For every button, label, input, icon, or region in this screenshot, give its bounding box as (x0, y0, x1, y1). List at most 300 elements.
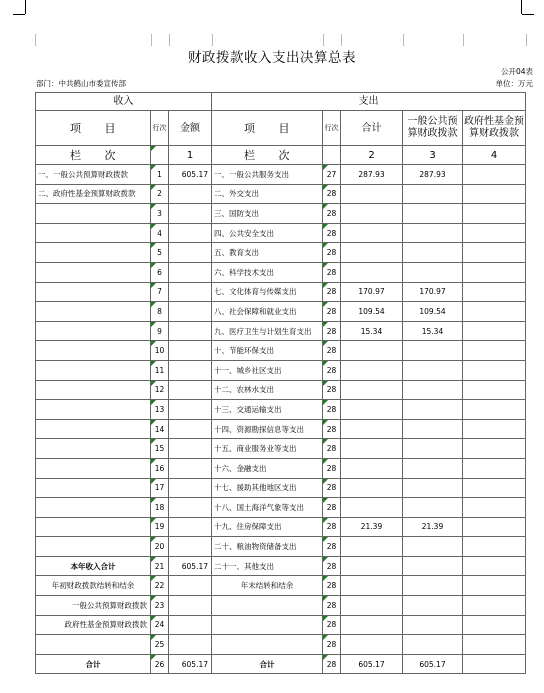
expense-line-cell-text: 28 (326, 424, 337, 434)
table-row (36, 576, 526, 596)
expense-line-cell-text: 28 (326, 581, 337, 591)
income-item-cell (36, 576, 151, 596)
expense-line-cell-text: 27 (326, 169, 337, 179)
expense-item-cell (212, 184, 323, 204)
expense-item-cell-text: 五、教育支出 (214, 248, 259, 258)
expense-general-cell (403, 165, 463, 185)
income-line-cell-text: 21 (154, 561, 165, 571)
expense-total-cell-text: 170.97 (358, 287, 385, 297)
income-line-cell (151, 262, 169, 282)
expense-total-cell (341, 204, 403, 224)
table-row (36, 302, 526, 322)
income-col-index-blank (151, 146, 169, 165)
cell-marker-icon (323, 361, 328, 366)
cell-marker-icon (151, 479, 156, 484)
income-item-cell (36, 282, 151, 302)
income-line-cell (151, 576, 169, 596)
cell-marker-icon (323, 479, 328, 484)
expense-line-cell-text: 28 (326, 444, 337, 454)
income-amount-cell (169, 243, 212, 263)
income-line-cell (151, 400, 169, 420)
income-line-cell (151, 498, 169, 518)
table-row (36, 615, 526, 635)
income-line-cell-text: 10 (154, 346, 165, 356)
expense-item-cell (212, 302, 323, 322)
income-line-cell (151, 419, 169, 439)
expense-general-cell (403, 596, 463, 616)
income-col-index-label: 栏 次 (36, 146, 151, 165)
cell-marker-icon (323, 498, 328, 503)
cell-marker-icon (323, 302, 328, 307)
expense-fund-cell (463, 654, 526, 674)
expense-fund-cell (463, 184, 526, 204)
table-row (36, 458, 526, 478)
expense-total-cell (341, 458, 403, 478)
expense-fund-cell (463, 165, 526, 185)
expense-line-cell-text: 28 (326, 620, 337, 630)
cell-marker-icon (323, 243, 328, 248)
income-item-cell (36, 635, 151, 655)
income-amount-cell (169, 615, 212, 635)
expense-fund-cell (463, 321, 526, 341)
income-item-cell (36, 204, 151, 224)
table-row (36, 556, 526, 576)
income-item-header: 项 目 (36, 111, 151, 146)
expense-line-cell-text: 28 (326, 561, 337, 571)
expense-general-cell-text: 287.93 (419, 169, 446, 179)
expense-fund-cell (463, 517, 526, 537)
expense-total-cell (341, 341, 403, 361)
income-line-cell-text: 25 (154, 640, 165, 650)
cell-marker-icon (151, 224, 156, 229)
income-amount-cell-text: 605.17 (181, 169, 208, 179)
expense-item-cell (212, 458, 323, 478)
income-line-cell-text: 12 (154, 385, 165, 395)
income-amount-cell (169, 517, 212, 537)
income-amount-cell (169, 360, 212, 380)
expense-item-cell (212, 165, 323, 185)
income-item-cell (36, 360, 151, 380)
income-item-cell (36, 380, 151, 400)
expense-general-cell (403, 262, 463, 282)
expense-col-index-label: 栏 次 (212, 146, 323, 165)
expense-general-cell (403, 302, 463, 322)
income-item-cell (36, 498, 151, 518)
cell-marker-icon (323, 576, 328, 581)
expense-item-cell-text: 十七、援助其他地区支出 (214, 483, 297, 493)
income-line-cell-text: 11 (154, 365, 165, 375)
expense-item-cell-text: 七、文化体育与传媒支出 (214, 287, 297, 297)
cell-marker-icon (151, 459, 156, 464)
expense-general-cell (403, 184, 463, 204)
expense-item-cell (212, 537, 323, 557)
table-row (36, 360, 526, 380)
income-amount-cell (169, 458, 212, 478)
expense-line-cell (323, 223, 341, 243)
cell-marker-icon (323, 283, 328, 288)
income-amount-cell-text: 605.17 (181, 561, 208, 571)
expense-item-cell-text: 合计 (259, 659, 275, 669)
cell-marker-icon (151, 655, 156, 660)
income-line-cell (151, 458, 169, 478)
expense-fund-cell (463, 537, 526, 557)
income-item-cell-text: 一、一般公共预算财政拨款 (38, 169, 128, 179)
income-amount-cell (169, 439, 212, 459)
expense-general-cell (403, 537, 463, 557)
col-index-4: 4 (463, 146, 526, 165)
expense-fund-cell (463, 262, 526, 282)
income-item-cell (36, 341, 151, 361)
expense-item-cell (212, 400, 323, 420)
cell-marker-icon (151, 165, 156, 170)
expense-item-cell-text: 十九、住房保障支出 (214, 522, 282, 532)
cell-marker-icon (323, 341, 328, 346)
expense-total-cell-text: 21.39 (360, 522, 383, 532)
expense-item-cell (212, 654, 323, 674)
expense-line-cell (323, 615, 341, 635)
income-amount-cell (169, 165, 212, 185)
expense-general-cell (403, 458, 463, 478)
income-amount-cell (169, 654, 212, 674)
crop-mark-left-vertical (25, 0, 26, 14)
expense-item-cell-text: 十六、金融支出 (214, 463, 267, 473)
expense-line-cell (323, 556, 341, 576)
cell-marker-icon (323, 420, 328, 425)
income-line-cell-text: 18 (154, 502, 165, 512)
expense-item-cell (212, 615, 323, 635)
expense-general-cell-text: 109.54 (419, 306, 446, 316)
cell-marker-icon (151, 616, 156, 621)
cell-marker-icon (323, 596, 328, 601)
cell-marker-icon (151, 400, 156, 405)
income-amount-cell (169, 498, 212, 518)
income-line-cell-text: 22 (154, 581, 165, 591)
expense-general-cell-text: 170.97 (419, 287, 446, 297)
income-amount-cell (169, 184, 212, 204)
income-amount-cell (169, 576, 212, 596)
expense-fund-cell (463, 439, 526, 459)
income-line-cell-text: 15 (154, 444, 165, 454)
income-line-cell (151, 282, 169, 302)
table-row (36, 439, 526, 459)
table-row (36, 243, 526, 263)
crop-mark-right-horizontal (522, 14, 534, 15)
expense-total-cell (341, 478, 403, 498)
expense-general-cell (403, 341, 463, 361)
expense-line-cell-text: 28 (326, 600, 337, 610)
column-index-row (36, 146, 526, 165)
expense-total-cell (341, 262, 403, 282)
income-line-cell-text: 24 (154, 620, 165, 630)
expense-general-cell-text: 15.34 (421, 326, 444, 336)
expense-item-cell-text: 十八、国土海洋气象等支出 (214, 502, 304, 512)
expense-item-cell (212, 223, 323, 243)
expense-fund-cell (463, 282, 526, 302)
expense-item-cell-text: 十一、城乡社区支出 (214, 365, 282, 375)
income-amount-cell (169, 282, 212, 302)
table-row (36, 204, 526, 224)
expense-item-cell (212, 498, 323, 518)
income-item-cell (36, 400, 151, 420)
expense-line-cell-text: 28 (326, 189, 337, 199)
income-amount-cell (169, 321, 212, 341)
table-row (36, 282, 526, 302)
expense-item-cell (212, 262, 323, 282)
expense-line-cell-text: 28 (326, 208, 337, 218)
income-item-cell (36, 439, 151, 459)
expense-line-cell (323, 498, 341, 518)
expense-item-cell (212, 576, 323, 596)
expense-total-cell (341, 400, 403, 420)
expense-line-cell-text: 28 (326, 522, 337, 532)
income-item-cell-text: 年初财政拨款结转和结余 (51, 581, 135, 591)
expense-line-cell (323, 517, 341, 537)
income-amount-header: 金额 (169, 111, 212, 146)
expense-item-cell (212, 596, 323, 616)
expense-item-cell (212, 556, 323, 576)
expense-line-cell (323, 654, 341, 674)
expense-line-cell (323, 204, 341, 224)
cell-marker-icon (151, 498, 156, 503)
income-line-cell-text: 3 (157, 208, 162, 218)
table-row (36, 165, 526, 185)
expense-total-cell (341, 517, 403, 537)
table-row (36, 517, 526, 537)
income-item-cell (36, 537, 151, 557)
expense-total-cell (341, 498, 403, 518)
income-line-cell-text: 7 (157, 287, 162, 297)
expense-line-cell-text: 28 (326, 483, 337, 493)
expense-total-cell (341, 596, 403, 616)
col-index-1: 1 (169, 146, 212, 165)
expense-fund-cell (463, 596, 526, 616)
income-amount-cell (169, 478, 212, 498)
unit-label: 单位：万元 (495, 79, 533, 88)
expense-item-cell (212, 243, 323, 263)
income-item-cell (36, 223, 151, 243)
expense-fund-cell (463, 204, 526, 224)
expense-general-cell (403, 380, 463, 400)
expense-total-cell (341, 380, 403, 400)
income-item-cell (36, 458, 151, 478)
cell-marker-icon (323, 459, 328, 464)
income-line-cell-text: 6 (157, 267, 162, 277)
cell-marker-icon (151, 361, 156, 366)
expense-total-cell (341, 654, 403, 674)
expense-item-cell-text: 二十一、其他支出 (214, 561, 274, 571)
expense-fund-cell (463, 360, 526, 380)
expense-line-cell-text: 28 (326, 248, 337, 258)
expense-line-cell (323, 282, 341, 302)
expense-general-cell (403, 419, 463, 439)
income-item-cell-text: 政府性基金预算财政拨款 (64, 620, 147, 630)
income-group-header: 收入 (36, 93, 212, 111)
expense-item-cell-text: 四、公共安全支出 (214, 228, 274, 238)
cell-marker-icon (323, 322, 328, 327)
expense-item-cell (212, 517, 323, 537)
expense-item-cell-text: 二十、粮油物资储备支出 (214, 542, 297, 552)
table-row (36, 478, 526, 498)
table-row (36, 262, 526, 282)
table-row (36, 537, 526, 557)
expense-line-cell (323, 184, 341, 204)
table-row (36, 498, 526, 518)
expense-general-cell (403, 576, 463, 596)
expense-fund-cell (463, 615, 526, 635)
expense-total-cell (341, 576, 403, 596)
cell-marker-icon (151, 204, 156, 209)
expense-general-cell (403, 243, 463, 263)
income-item-cell (36, 262, 151, 282)
cell-marker-icon (323, 185, 328, 190)
expense-line-cell-text: 28 (326, 404, 337, 414)
income-line-cell (151, 537, 169, 557)
expense-line-cell-text: 28 (326, 346, 337, 356)
expense-line-cell (323, 302, 341, 322)
expense-fund-cell (463, 498, 526, 518)
income-line-header: 行次 (151, 111, 169, 146)
income-item-cell (36, 596, 151, 616)
income-line-cell-text: 17 (154, 483, 165, 493)
cell-marker-icon (323, 557, 328, 562)
expense-item-cell-text: 十五、商业服务业等支出 (214, 444, 297, 454)
cell-marker-icon (323, 439, 328, 444)
expense-general-cell-text: 605.17 (419, 659, 446, 669)
expense-general-cell (403, 204, 463, 224)
expense-fund-cell (463, 458, 526, 478)
income-line-cell-text: 4 (157, 228, 162, 238)
income-line-cell (151, 223, 169, 243)
expense-line-cell-text: 28 (326, 267, 337, 277)
expense-general-cell (403, 282, 463, 302)
expense-fund-cell (463, 400, 526, 420)
cell-marker-icon (323, 204, 328, 209)
expense-total-cell (341, 635, 403, 655)
expense-line-cell (323, 400, 341, 420)
col-index-2: 2 (341, 146, 403, 165)
expense-line-cell-text: 28 (326, 287, 337, 297)
expense-col-index-blank (323, 146, 341, 165)
expense-general-cell (403, 321, 463, 341)
expense-item-cell (212, 635, 323, 655)
expense-item-cell-text: 十二、农林水支出 (214, 385, 274, 395)
crop-mark-right-vertical (521, 0, 522, 14)
cell-marker-icon (151, 322, 156, 327)
income-line-cell (151, 478, 169, 498)
expense-fund-cell (463, 380, 526, 400)
income-amount-cell (169, 596, 212, 616)
table-row (36, 223, 526, 243)
income-line-cell (151, 654, 169, 674)
expense-line-cell-text: 28 (326, 306, 337, 316)
expense-line-cell-text: 28 (326, 502, 337, 512)
income-line-cell (151, 184, 169, 204)
income-amount-cell (169, 419, 212, 439)
expense-fund-cell (463, 556, 526, 576)
income-line-cell (151, 380, 169, 400)
income-line-cell (151, 556, 169, 576)
cell-marker-icon (323, 263, 328, 268)
cell-marker-icon (151, 439, 156, 444)
expense-line-cell-text: 28 (326, 463, 337, 473)
expense-line-cell-text: 28 (326, 542, 337, 552)
expense-line-cell (323, 341, 341, 361)
income-amount-cell-text: 605.17 (181, 659, 208, 669)
expense-total-cell (341, 615, 403, 635)
expense-line-cell (323, 478, 341, 498)
table-row (36, 635, 526, 655)
income-line-cell-text: 16 (154, 463, 165, 473)
expense-total-cell (341, 184, 403, 204)
expense-total-cell (341, 419, 403, 439)
cell-marker-icon (323, 400, 328, 405)
cell-marker-icon (151, 263, 156, 268)
income-item-cell (36, 243, 151, 263)
income-item-cell-text: 二、政府性基金预算财政拨款 (38, 189, 136, 199)
expense-line-cell (323, 439, 341, 459)
cell-marker-icon (323, 381, 328, 386)
expense-general-cell (403, 556, 463, 576)
cell-marker-icon (151, 576, 156, 581)
expense-line-cell (323, 165, 341, 185)
cell-marker-icon (323, 655, 328, 660)
income-line-cell (151, 635, 169, 655)
expense-line-cell (323, 635, 341, 655)
expense-line-cell (323, 596, 341, 616)
expense-item-cell (212, 380, 323, 400)
expense-total-cell (341, 360, 403, 380)
cell-marker-icon (151, 185, 156, 190)
expense-general-cell (403, 517, 463, 537)
crop-mark-left-horizontal (13, 14, 25, 15)
expense-fund-cell (463, 223, 526, 243)
expense-general-cell-text: 21.39 (421, 522, 444, 532)
expense-fund-cell (463, 576, 526, 596)
cell-marker-icon (151, 518, 156, 523)
expense-item-cell-text: 年末结转和结余 (240, 581, 294, 591)
cell-marker-icon (151, 381, 156, 386)
income-amount-cell (169, 302, 212, 322)
cell-marker-icon (151, 420, 156, 425)
table-row (36, 380, 526, 400)
income-line-cell (151, 439, 169, 459)
expense-general-cell (403, 654, 463, 674)
expense-general-cell (403, 635, 463, 655)
expense-line-header: 行次 (323, 111, 341, 146)
expense-item-cell-text: 六、科学技术支出 (214, 267, 274, 277)
expense-total-cell (341, 282, 403, 302)
expense-total-cell (341, 537, 403, 557)
expense-item-cell (212, 204, 323, 224)
expense-line-cell (323, 380, 341, 400)
income-amount-cell (169, 262, 212, 282)
income-line-cell-text: 5 (157, 248, 162, 258)
cell-marker-icon (323, 165, 328, 170)
income-line-cell (151, 596, 169, 616)
expense-group-header: 支出 (212, 93, 526, 111)
cell-marker-icon (151, 635, 156, 640)
expense-fund-cell (463, 419, 526, 439)
table-row (36, 400, 526, 420)
income-line-cell-text: 20 (154, 542, 165, 552)
expense-total-header: 合计 (341, 111, 403, 146)
income-item-cell (36, 556, 151, 576)
income-item-cell (36, 165, 151, 185)
expense-item-cell (212, 478, 323, 498)
form-code: 公开04表 (500, 67, 533, 76)
table-row (36, 596, 526, 616)
expense-fund-cell (463, 341, 526, 361)
